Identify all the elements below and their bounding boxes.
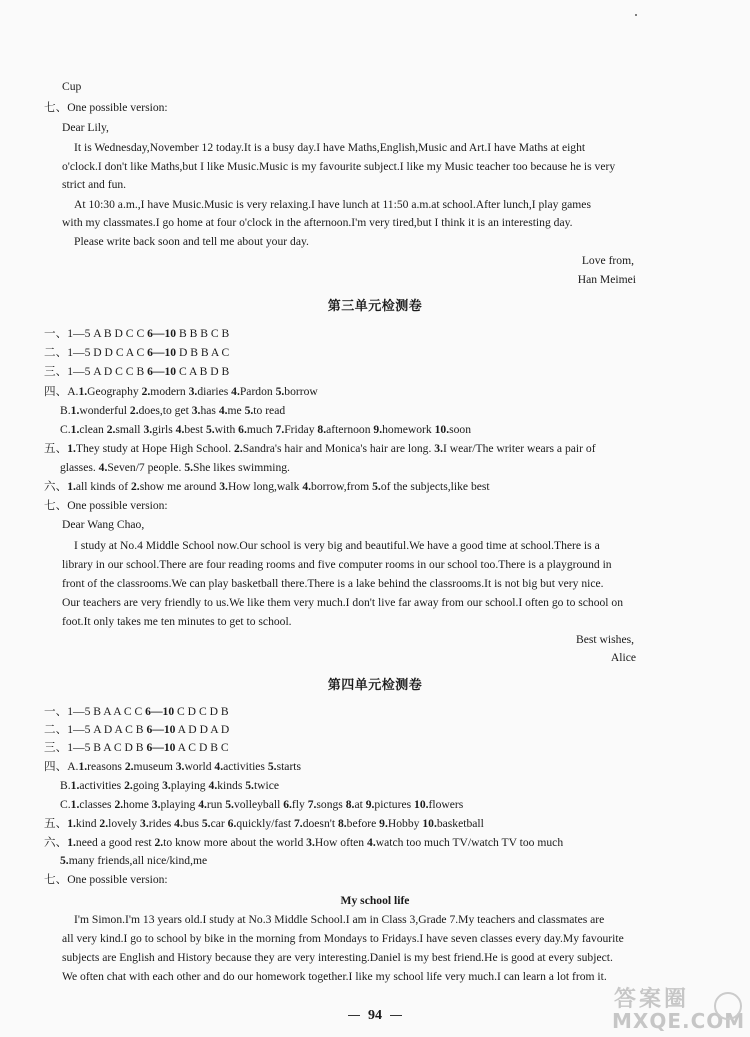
watermark-text: 答案圈: [614, 987, 690, 1012]
unit4-s5: 五、1.kind 2.lovely 3.rides 4.bus 5.car 6.quickly/fast 7.doesn't 8.before 9.Hobby 10.basketball: [44, 817, 484, 830]
unit3-line-1: 一、1—5 A B D C C 6—10 B B B C B: [44, 327, 230, 340]
unit3-line-2: 二、1—5 D D C A C 6—10 D B B A C: [44, 346, 230, 359]
unit3-closing: Best wishes,: [576, 633, 634, 646]
unit4-line-3: 三、1—5 B A C D B 6—10 A C D B C: [44, 741, 229, 754]
unit3-s7-label: 七、One possible version:: [44, 499, 168, 512]
unit4-line-1: 一、1—5 B A A C C 6—10 C D C D B: [44, 705, 229, 718]
prev-essay-label: 七、One possible version:: [44, 101, 168, 114]
watermark-logo: [596, 987, 746, 1034]
unit4-s6a: 六、1.need a good rest 2.to know more about the world 3.How often 4.watch too much TV/watch TV too much: [44, 836, 564, 849]
unit3-line-3: 三、1—5 A D C C B 6—10 C A B D B: [44, 365, 230, 378]
prev-essay-line: It is Wednesday,November 12 today.It is a busy day.I have Maths,English,Music and Art.I have Maths at eight: [74, 141, 586, 154]
unit3-s4a: 四、A.1.Geography 2.modern 3.diaries 4.Pardon 5.borrow: [44, 385, 318, 398]
unit3-s4c: C.1.clean 2.small 3.girls 4.best 5.with 6.much 7.Friday 8.afternoon 9.homework 10.soon: [60, 423, 472, 436]
unit3-s6: 六、1.all kinds of 2.show me around 3.How long,walk 4.borrow,from 5.of the subjects,like best: [44, 480, 490, 493]
unit4-essay-line: We often chat with each other and do our homework together.I like my school life very much.I can learn a lot from it.: [62, 970, 607, 983]
unit4-title: 第四单元检测卷: [327, 678, 423, 693]
unit3-title: 第三单元检测卷: [327, 299, 423, 314]
prev-essay-greeting: Dear Lily,: [62, 121, 109, 134]
unit4-essay-title: My school life: [340, 894, 410, 907]
prev-essay-line: o'clock.I don't like Maths,but I like Music.Music is my favourite subject.I like my Music teacher too because he is very: [62, 160, 616, 173]
unit3-essay-line: I study at No.4 Middle School now.Our school is very big and beautiful.We have a good time at school.There is a: [74, 539, 600, 552]
prev-essay-line: strict and fun.: [62, 178, 127, 191]
unit4-line-2: 二、1—5 A D A C B 6—10 A D D A D: [44, 723, 230, 736]
cup-text: Cup: [62, 80, 82, 93]
unit3-essay-line: library in our school.There are four reading rooms and five computer rooms in our school too.There is a playground in: [62, 558, 612, 571]
unit4-s7-label: 七、One possible version:: [44, 873, 168, 886]
unit4-essay-line: all very kind.I go to school by bike in the morning from Mondays to Fridays.I have seven classes every day.My favourite: [62, 932, 624, 945]
prev-essay-line: At 10:30 a.m.,I have Music.Music is very relaxing.I have lunch at 11:50 a.m.at school.After lunch,I play games: [74, 198, 591, 211]
unit4-s6b: 5.many friends,all nice/kind,me: [60, 854, 208, 867]
unit3-essay-line: foot.It only takes me ten minutes to get to school.: [62, 615, 292, 628]
unit3-essay-line: front of the classrooms.We can play basketball there.There is a lake behind the classrooms.It is not big but very nice.: [62, 577, 604, 590]
unit4-essay-line: I'm Simon.I'm 13 years old.I study at No.3 Middle School.I am in Class 3,Grade 7.My teachers and classmates are: [74, 913, 605, 926]
unit3-s4b: B.1.wonderful 2.does,to get 3.has 4.me 5.to read: [60, 404, 286, 417]
unit3-signature: Alice: [610, 651, 636, 664]
prev-essay-signature: Han Meimei: [577, 273, 636, 286]
speck: [635, 14, 637, 16]
page-number: 94: [0, 1006, 750, 1025]
unit3-s5b: glasses. 4.Seven/7 people. 5.She likes swimming.: [60, 461, 290, 474]
prev-essay-line: with my classmates.I go home at four o'clock in the afternoon.I'm very tired,but I think it is an interesting day.: [62, 216, 573, 229]
prev-essay-closing: Love from,: [581, 254, 634, 267]
prev-essay-line: Please write back soon and tell me about your day.: [74, 235, 309, 248]
watermark-seal-icon: [714, 992, 742, 1020]
unit3-s5a: 五、1.They study at Hope High School. 2.Sandra's hair and Monica's hair are long. 3.I wear/The writer wears a pair of: [44, 442, 596, 455]
unit4-essay-line: subjects are English and History because they are very interesting.Daniel is my best friend.He is good at every subject.: [62, 951, 613, 964]
unit4-s4c: C.1.classes 2.home 3.playing 4.run 5.volleyball 6.fly 7.songs 8.at 9.pictures 10.flowers: [60, 798, 464, 811]
unit4-s4b: B.1.activities 2.going 3.playing 4.kinds 5.twice: [60, 779, 280, 792]
unit3-essay-line: Our teachers are very friendly to us.We like them very much.I don't live far away from our school.I often go to school on: [62, 596, 624, 609]
unit3-greeting: Dear Wang Chao,: [62, 518, 145, 531]
watermark-url: MXQE.COM: [612, 1009, 746, 1033]
unit4-s4a: 四、A.1.reasons 2.museum 3.world 4.activities 5.starts: [44, 760, 302, 773]
